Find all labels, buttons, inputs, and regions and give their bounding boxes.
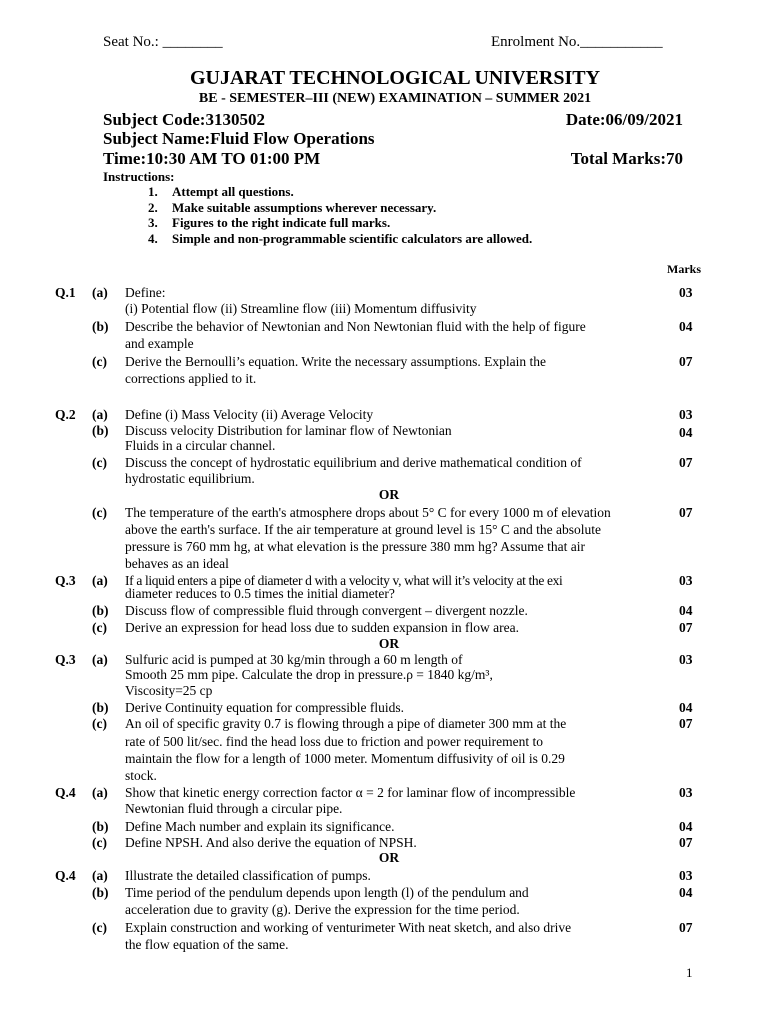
subquestion-label: (c) bbox=[92, 455, 107, 470]
question-text: hydrostatic equilibrium. bbox=[125, 471, 255, 486]
question-marks: 03 bbox=[679, 285, 693, 300]
subject-name-row bbox=[103, 129, 683, 149]
question-number: Q.3 bbox=[55, 652, 76, 667]
question-text: Derive Continuity equation for compressible fluids. bbox=[125, 700, 404, 715]
question-marks: 03 bbox=[679, 785, 693, 800]
or-divider: OR bbox=[378, 850, 400, 865]
question-text: diameter reduces to 0.5 times the initial diameter? bbox=[125, 586, 395, 601]
question-marks: 07 bbox=[679, 620, 693, 635]
subquestion-label: (c) bbox=[92, 354, 107, 369]
university-title: GUJARAT TECHNOLOGICAL UNIVERSITY bbox=[189, 67, 601, 89]
instruction-item: 4. Simple and non-programmable scientific calculators are allowed. bbox=[148, 230, 533, 246]
question-text: acceleration due to gravity (g). Derive the expression for the time period. bbox=[125, 902, 520, 917]
question-text: behaves as an ideal bbox=[125, 556, 229, 571]
exam-title: BE - SEMESTER–III (NEW) EXAMINATION – SUMMER 2021 bbox=[198, 91, 592, 106]
question-text: Sulfuric acid is pumped at 30 kg/min through a 60 m length of bbox=[125, 652, 463, 667]
subquestion-label: (a) bbox=[92, 652, 108, 667]
question-text: pressure is 760 mm hg, at what elevation is the pressure 380 mm hg? Assume that air bbox=[125, 539, 586, 554]
question-text: above the earth's surface. If the air temperature at ground level is 15° C and the absolute bbox=[125, 522, 602, 537]
question-text: Define: bbox=[125, 285, 166, 300]
instructions-title: Instructions: bbox=[103, 169, 175, 184]
question-text: If a liquid enters a pipe of diameter d with a velocity v, what will it’s velocity at the exi bbox=[125, 573, 563, 588]
instructions-list bbox=[148, 184, 532, 246]
question-marks: 04 bbox=[679, 425, 693, 440]
or-divider: OR bbox=[378, 487, 400, 502]
instruction-item: 1. Attempt all questions. bbox=[148, 184, 294, 199]
question-text: Fluids in a circular channel. bbox=[125, 438, 276, 453]
subquestion-label: (c) bbox=[92, 505, 107, 520]
question-marks: 03 bbox=[679, 652, 693, 667]
question-text: rate of 500 lit/sec. find the head loss due to friction and power requirement to bbox=[125, 734, 543, 749]
question-marks: 03 bbox=[679, 868, 693, 883]
question-text: The temperature of the earth's atmosphere drops about 5° C for every 1000 m of elevation bbox=[125, 505, 611, 520]
subquestion-label: (a) bbox=[92, 407, 108, 422]
question-marks: 03 bbox=[679, 407, 693, 422]
subject-code: Subject Code:3130502 bbox=[103, 110, 265, 129]
question-marks: 04 bbox=[679, 603, 693, 618]
question-number: Q.3 bbox=[55, 573, 76, 588]
question-marks: 04 bbox=[679, 700, 693, 715]
question-text: Discuss the concept of hydrostatic equilibrium and derive mathematical condition of bbox=[125, 455, 582, 470]
question-number: Q.4 bbox=[55, 785, 76, 800]
question-text: Derive an expression for head loss due to sudden expansion in flow area. bbox=[125, 620, 520, 635]
subquestion-label: (a) bbox=[92, 285, 108, 300]
subquestion-label: (c) bbox=[92, 835, 107, 850]
subquestion-label: (a) bbox=[92, 868, 108, 883]
enrolment-number-field: Enrolment No.___________ bbox=[491, 34, 663, 50]
question-text: Explain construction and working of venturimeter With neat sketch, and also drive bbox=[125, 920, 572, 935]
question-text: Define Mach number and explain its significance. bbox=[125, 819, 395, 834]
question-marks: 07 bbox=[679, 835, 693, 850]
subquestion-label: (c) bbox=[92, 716, 107, 731]
instruction-item: 3. Figures to the right indicate full marks. bbox=[148, 215, 391, 230]
subquestion-label: (b) bbox=[92, 819, 109, 834]
subquestion-label: (b) bbox=[92, 603, 109, 618]
question-text: Viscosity=25 cp bbox=[125, 683, 213, 698]
question-text: An oil of specific gravity 0.7 is flowing through a pipe of diameter 300 mm at the bbox=[125, 716, 567, 731]
question-marks: 07 bbox=[679, 505, 693, 520]
or-divider: OR bbox=[378, 636, 400, 651]
question-text: Smooth 25 mm pipe. Calculate the drop in pressure.ρ = 1840 kg/m³, bbox=[125, 667, 493, 682]
question-text: Discuss velocity Distribution for laminar flow of Newtonian bbox=[125, 423, 452, 438]
question-text: (i) Potential flow (ii) Streamline flow (iii) Momentum diffusivity bbox=[125, 301, 477, 316]
question-marks: 07 bbox=[679, 716, 693, 731]
instruction-item: 2. Make suitable assumptions wherever necessary. bbox=[148, 199, 437, 215]
subject-name: Subject Name:Fluid Flow Operations bbox=[103, 129, 375, 148]
subquestion-label: (b) bbox=[92, 423, 109, 438]
question-marks: 07 bbox=[679, 354, 693, 369]
question-marks: 07 bbox=[679, 920, 693, 935]
exam-date: Date:06/09/2021 bbox=[565, 110, 683, 129]
subquestion-label: (c) bbox=[92, 620, 107, 635]
subject-code-row bbox=[103, 110, 683, 130]
question-number: Q.1 bbox=[55, 285, 76, 300]
subquestion-label: (c) bbox=[92, 920, 107, 935]
question-text: Derive the Bernoulli’s equation. Write the necessary assumptions. Explain the bbox=[125, 354, 546, 369]
question-text: stock. bbox=[125, 768, 157, 783]
question-marks: 07 bbox=[679, 455, 693, 470]
question-text: the flow equation of the same. bbox=[125, 937, 289, 952]
question-marks: 04 bbox=[679, 319, 693, 334]
question-text: Define NPSH. And also derive the equation of NPSH. bbox=[125, 835, 417, 850]
question-number: Q.2 bbox=[55, 407, 76, 422]
question-text: Illustrate the detailed classification of pumps. bbox=[125, 868, 371, 883]
question-text: Discuss flow of compressible fluid through convergent – divergent nozzle. bbox=[125, 603, 528, 618]
page-number: 1 bbox=[686, 965, 693, 980]
exam-time: Time:10:30 AM TO 01:00 PM bbox=[103, 149, 321, 168]
question-text: corrections applied to it. bbox=[125, 371, 257, 386]
subquestion-label: (b) bbox=[92, 885, 109, 900]
question-text: and example bbox=[125, 336, 194, 351]
subquestion-label: (a) bbox=[92, 573, 108, 588]
question-marks: 04 bbox=[679, 819, 693, 834]
question-number: Q.4 bbox=[55, 868, 76, 883]
total-marks: Total Marks:70 bbox=[570, 149, 683, 168]
question-text: Time period of the pendulum depends upon length (l) of the pendulum and bbox=[125, 885, 529, 900]
question-text: Show that kinetic energy correction factor α = 2 for laminar flow of incompressible bbox=[125, 785, 576, 800]
subquestion-label: (b) bbox=[92, 700, 109, 715]
time-row bbox=[103, 149, 683, 169]
marks-column-heading: Marks bbox=[667, 262, 701, 276]
question-marks: 04 bbox=[679, 885, 693, 900]
subquestion-label: (b) bbox=[92, 319, 109, 334]
question-marks: 03 bbox=[679, 573, 693, 588]
question-text: Define (i) Mass Velocity (ii) Average Velocity bbox=[125, 407, 374, 422]
question-text: Describe the behavior of Newtonian and Non Newtonian fluid with the help of figure bbox=[125, 319, 586, 334]
question-text: maintain the flow for a length of 1000 meter. Momentum diffusivity of oil is 0.29 bbox=[125, 751, 565, 766]
seat-number-field: Seat No.: ________ bbox=[103, 34, 223, 50]
subquestion-label: (a) bbox=[92, 785, 108, 800]
question-text: Newtonian fluid through a circular pipe. bbox=[125, 801, 343, 816]
